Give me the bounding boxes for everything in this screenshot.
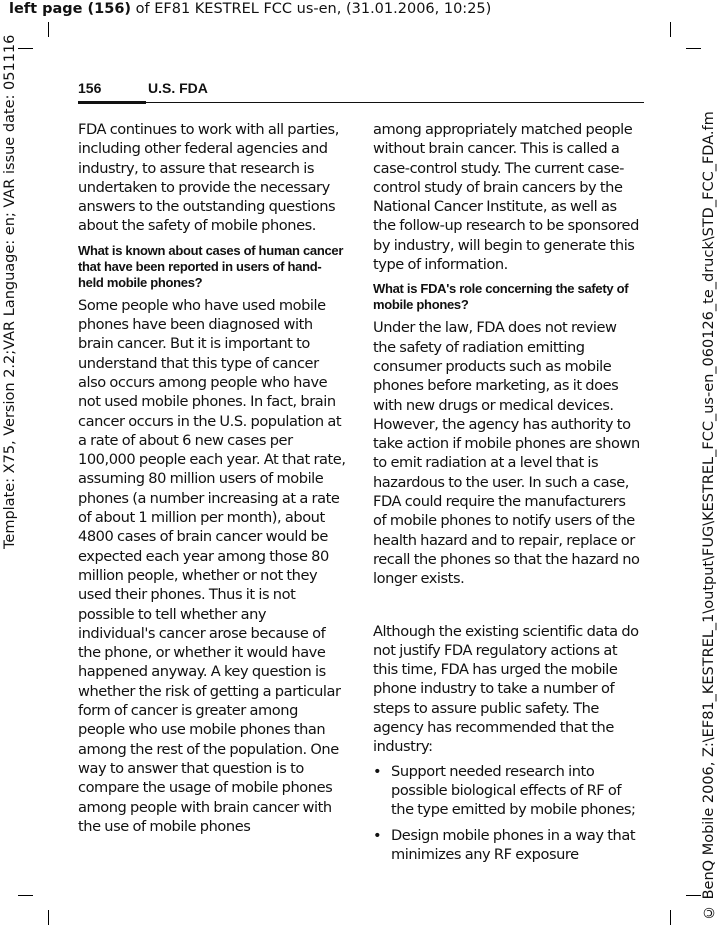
print-slug-template: Template: X75, Version 2.2;VAR Language: en; VAR issue date: 051116	[2, 34, 18, 549]
crop-mark	[48, 22, 49, 37]
case-control-paragraph: among appropriately matched people without brain cancer. This is called a case-control study. The current case-control study of brain cancers by the National Cancer Institute, as well as the follow-up research to be sponsored by industry, will begin to generate this type of information.	[373, 121, 639, 274]
header-rule-accent	[78, 101, 146, 104]
list-item	[373, 826, 641, 865]
fda-recommendation-paragraph: Although the existing scientific data do not justify FDA regulatory actions at this time, FDA has urged the mobile phone industry to take a number of steps to assure public safety. The agency has recommended that the industry:	[373, 622, 639, 756]
recommendation-list	[373, 762, 641, 864]
print-slug-page-label: left page (156)	[9, 1, 132, 17]
intro-paragraph: FDA continues to work with all parties, including other federal agencies and industry, to assure that research is undertaken to provide the necessary answers to the outstanding questions about the safety of mobile phones.	[78, 121, 339, 235]
right-column	[373, 120, 641, 870]
bullet-icon: •	[373, 762, 382, 780]
question-heading-cancer-cases: What is known about cases of human cancer that have been reported in users of hand-held mobile phones?	[78, 242, 344, 290]
bullet-icon: •	[373, 826, 382, 844]
crop-mark	[670, 910, 671, 925]
print-slug-top	[9, 0, 491, 18]
print-slug-file-info: of EF81 KESTREL FCC us-en, (31.01.2006, 10:25)	[131, 1, 492, 17]
crop-mark	[686, 895, 701, 896]
list-item-text: Design mobile phones in a way that minimizes any RF exposure	[391, 826, 636, 863]
cancer-cases-paragraph: Some people who have used mobile phones have been diagnosed with brain cancer. But it is important to understand that this type of cancer also occurs among people who have not used mobile phones. In fact, brain cancer occurs in the U.S. population at a rate of about 6 new cases per 100,000 people each year. At that rate, assuming 80 million users of mobile phones (a number increasing at a rate of about 1 million per month), about 4800 cases of brain cancer would be expected each year among those 80 million people, whether or not they used their phones. Thus it is not possible to tell whether any individual's cancer arose because of the phone, or whether it would have happened anyway. A key question is whether the risk of getting a particular form of cancer is greater among people who use mobile phones than among the rest of the population. One way to answer that question is to compare the usage of mobile phones among people with brain cancer with the use of mobile phones	[78, 296, 346, 835]
list-item-text: Support needed research into possible biological effects of RF of the type emitted by mobile phones;	[391, 762, 636, 819]
left-column	[78, 120, 346, 836]
crop-mark	[18, 895, 33, 896]
print-slug-copyright: © BenQ Mobile 2006, Z:\EF81_KESTREL_1\output\FUG\KESTREL_FCC_us-en_060126_te_druck\STD_FCC_FDA.fm	[701, 111, 717, 920]
crop-mark	[48, 910, 49, 925]
crop-mark	[670, 22, 671, 37]
list-item	[373, 762, 641, 820]
crop-mark	[686, 48, 701, 49]
fda-role-paragraph: Under the law, FDA does not review the safety of radiation emitting consumer products such as mobile phones before marketing, as it does with new drugs or medical devices. However, the agency has authority to take action if mobile phones are shown to emit radiation at a level that is hazardous to the user. In such a case, FDA could require the manufacturers of mobile phones to notify users of the health hazard and to repair, replace or recall the phones so that the hazard no longer exists.	[373, 319, 640, 588]
question-heading-fda-role: What is FDA's role concerning the safety of mobile phones?	[373, 281, 629, 313]
section-title: U.S. FDA	[148, 80, 208, 96]
header-rule	[146, 102, 644, 103]
crop-mark	[18, 48, 33, 49]
page-number: 156	[78, 80, 102, 96]
